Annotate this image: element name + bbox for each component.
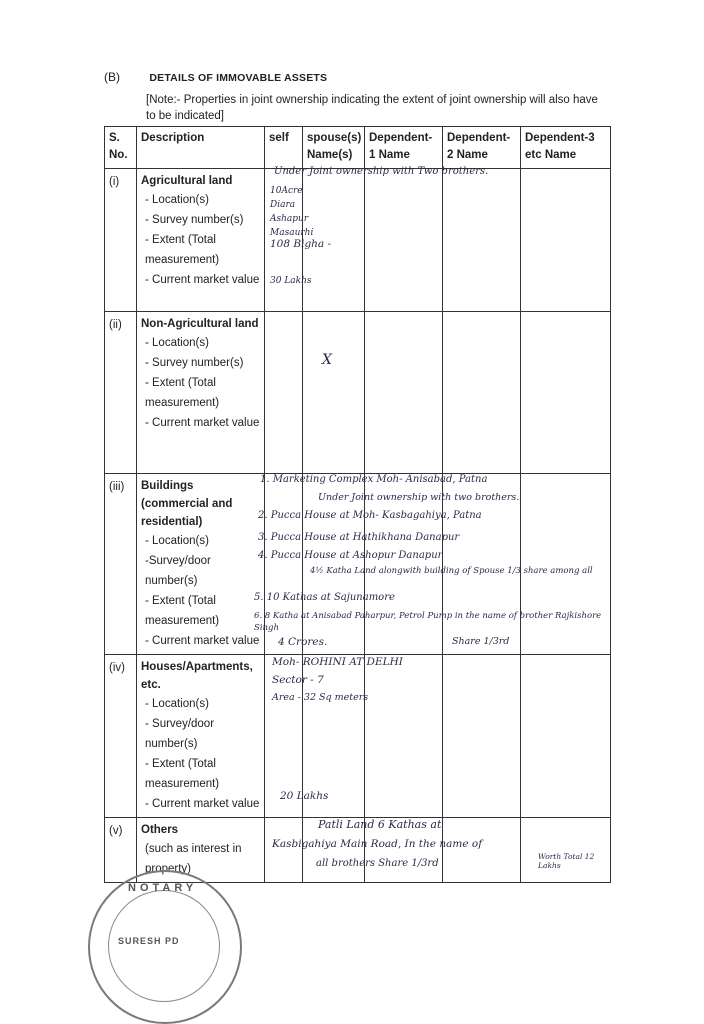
handwritten-house-location: Moh- ROHINI AT DELHI	[272, 656, 403, 668]
handwritten-building-5: 5. 10 Kathas at Sajunamore	[254, 592, 395, 603]
col-description: Description	[137, 127, 265, 169]
section-note: [Note:- Properties in joint ownership indicating the extent of joint ownership will also have to be indicated]	[146, 94, 598, 122]
row-sno: (iii)	[105, 474, 137, 655]
row-item: - Survey/door number(s)	[145, 718, 215, 750]
handwritten-other-3: all brothers Share 1/3rd	[316, 858, 439, 869]
row-item: - Extent (Total measurement)	[145, 234, 220, 266]
row-item: - Extent (Total measurement)	[145, 758, 220, 790]
handwritten-nil-mark: X	[322, 352, 332, 368]
row-title: Houses/Apartments, etc.	[141, 661, 253, 691]
col-self: self	[265, 127, 303, 169]
row-item: - Extent (Total measurement)	[145, 377, 220, 409]
row-description	[137, 169, 265, 312]
col-sno: S. No.	[105, 127, 137, 169]
row-item: - Survey number(s)	[145, 214, 244, 226]
assets-table	[104, 126, 611, 883]
handwritten-other-2: Kasbigahiya Main Road, In the name of	[272, 838, 483, 850]
row-item: (such as interest in property)	[145, 843, 242, 875]
stamp-top-text: NOTARY	[128, 882, 198, 894]
handwritten-building-1: 1. Marketing Complex Moh- Anisabad, Patna	[260, 474, 488, 485]
section-header	[104, 70, 327, 84]
row-item: - Current market value	[145, 635, 260, 647]
row-title: Non-Agricultural land	[141, 318, 259, 330]
table-row	[105, 312, 611, 474]
stamp-bottom-text: SURESH PD	[118, 936, 180, 946]
row-title: Buildings (commercial and residential)	[141, 480, 233, 528]
row-description	[137, 655, 265, 818]
handwritten-building-value: 4 Crores.	[278, 636, 328, 648]
row-item: - Location(s)	[145, 698, 209, 710]
row-item: - Current market value	[145, 798, 260, 810]
row-item: -Survey/door number(s)	[145, 555, 211, 587]
col-dependent-2: Dependent-2 Name	[443, 127, 521, 169]
handwritten-house-sector: Sector - 7	[272, 674, 324, 686]
table-row	[105, 169, 611, 312]
handwritten-other-worth: Worth Total 12 Lakhs	[538, 852, 595, 870]
handwritten-joint-ownership: Under Joint ownership with Two brothers.	[274, 166, 489, 177]
row-item: - Extent (Total measurement)	[145, 595, 220, 627]
table-row	[105, 655, 611, 818]
handwritten-building-4: 4. Pucca House at Ashopur Danapur	[258, 550, 443, 561]
row-item: - Location(s)	[145, 535, 209, 547]
handwritten-value: 30 Lakhs	[270, 276, 312, 286]
handwritten-building-6: 6. 8 Katha at Anisabad Paharpur, Petrol Pump in the name of brother Rajkishore Singh	[254, 611, 602, 633]
handwritten-house-value: 20 Lakhs	[280, 790, 329, 802]
handwritten-other-1: Patli Land 6 Kathas at	[318, 818, 442, 831]
col-dependent-1: Dependent-1 Name	[365, 127, 443, 169]
row-sno: (ii)	[105, 312, 137, 474]
handwritten-house-area: Area - 32 Sq meters	[272, 692, 369, 703]
handwritten-location: 10Acre Diara Ashapur Masaurhi	[270, 186, 314, 238]
row-item: - Current market value	[145, 274, 260, 286]
row-description	[137, 474, 265, 655]
col-dependent-3: Dependent-3 etc Name	[521, 127, 611, 169]
row-item: - Current market value	[145, 417, 260, 429]
handwritten-building-3: 3. Pucca House at Hathikhana Danapur	[258, 532, 460, 543]
notary-stamp	[88, 870, 242, 1024]
row-description	[137, 312, 265, 474]
table-header-row	[105, 127, 611, 169]
row-sno: (i)	[105, 169, 137, 312]
section-title: DETAILS OF IMMOVABLE ASSETS	[149, 72, 328, 84]
row-title: Others	[141, 824, 179, 836]
handwritten-building-4b: 4½ Katha Land alongwith building of Spouse 1/3 share among all	[310, 566, 593, 576]
row-item: - Survey number(s)	[145, 357, 244, 369]
handwritten-extent: 108 Bigha -	[270, 238, 332, 250]
handwritten-building-1b: Under Joint ownership with two brothers.	[318, 492, 520, 503]
row-title: Agricultural land	[141, 175, 233, 187]
col-spouse: spouse(s) Name(s)	[303, 127, 365, 169]
row-item: - Location(s)	[145, 337, 209, 349]
row-sno: (iv)	[105, 655, 137, 818]
row-sno: (v)	[105, 818, 137, 883]
row-item: - Location(s)	[145, 194, 209, 206]
handwritten-building-2: 2. Pucca House at Moh- Kasbagahiya, Patna	[258, 510, 482, 521]
handwritten-building-share: Share 1/3rd	[452, 636, 510, 647]
section-label: (B)	[104, 70, 120, 84]
